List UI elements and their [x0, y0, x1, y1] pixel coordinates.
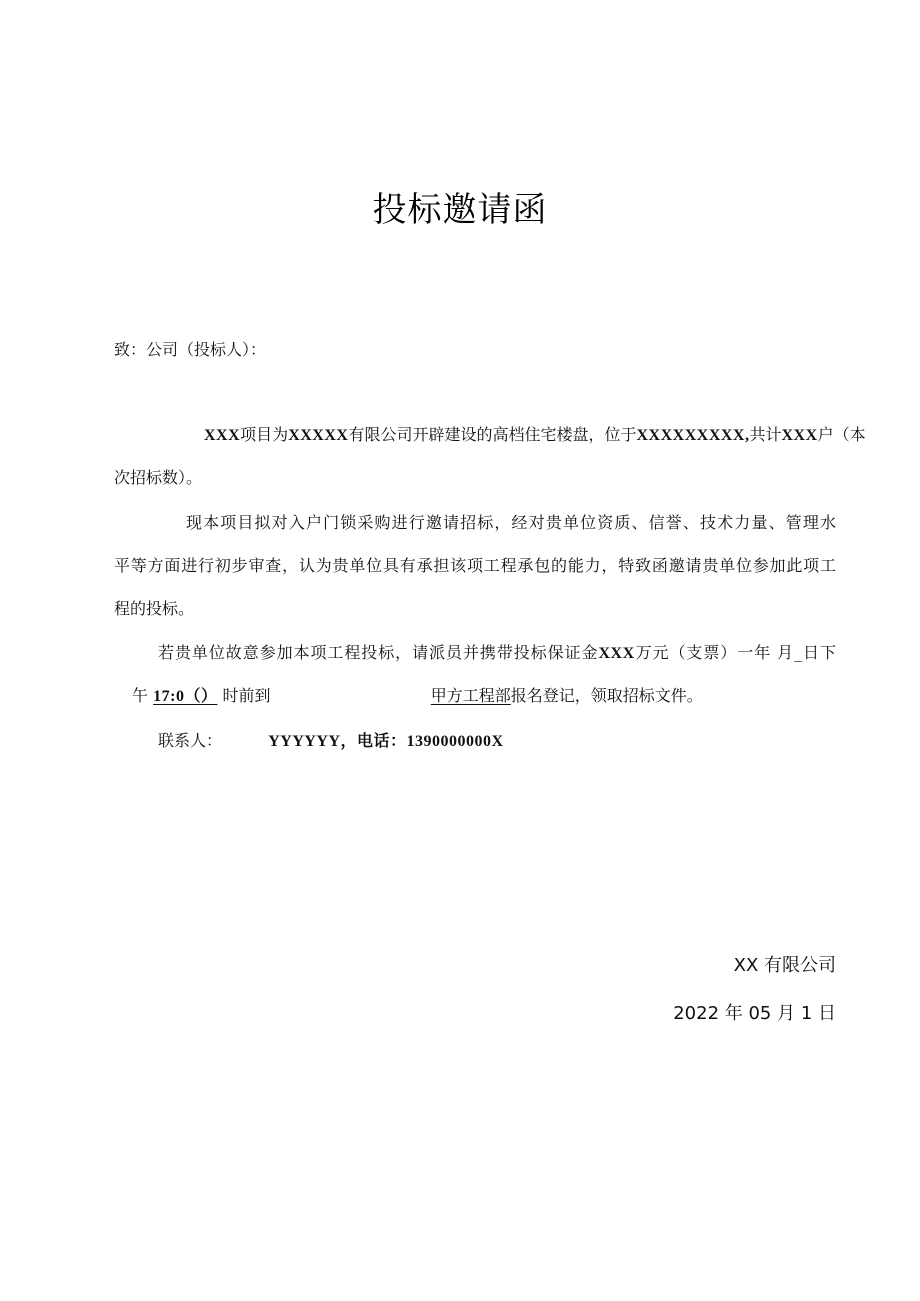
- contact-line: [158, 731, 504, 752]
- para3-text: 报名登记，领取招标文件。: [510, 686, 703, 705]
- addressee: 致：公司（投标人）：: [114, 340, 267, 359]
- para2-line1: 现本项目拟对入户门锁采购进行邀请招标，经对贵单位资质、信誉、技术力量、管理水: [186, 513, 836, 532]
- para1-text: 项目为: [240, 425, 289, 444]
- para3-line2: [132, 686, 703, 707]
- project-location: XXXXXXXXX,: [636, 427, 750, 444]
- para1-text: 户（本: [817, 425, 866, 444]
- para3-text: 午: [132, 686, 149, 705]
- para3-text: 时前到: [222, 686, 271, 705]
- para3-text: 万元（支票）一年 月_日下: [634, 643, 836, 662]
- para2-line2: 平等方面进行初步审查，认为贵单位具有承担该项工程承包的能力，特致函邀请贵单位参加此项工: [114, 556, 836, 575]
- contact-label: 联系人：: [158, 731, 223, 750]
- deadline-time: 17:0（）: [153, 688, 218, 705]
- project-name: XXX: [204, 427, 241, 444]
- signature-date: 2022 年 05 月 1 日: [673, 1003, 836, 1024]
- para2-line3: 程的投标。: [114, 599, 195, 618]
- para1-line2: 次招标数）。: [114, 468, 203, 487]
- household-count: XXX: [781, 427, 818, 444]
- developer-name: XXXXX: [288, 427, 349, 444]
- para3-text: 若贵单位故意参加本项工程投标，请派员并携带投标保证金: [158, 643, 599, 662]
- para1-text: 共计: [749, 425, 782, 444]
- para1-line1: [204, 425, 866, 446]
- bid-bond-amount: XXX: [598, 645, 635, 662]
- para3-line1: [158, 643, 836, 664]
- para1-text: 有限公司开辟建设的高档住宅楼盘，位于: [348, 425, 637, 444]
- contact-value: YYYYYY，电话：1390000000X: [268, 733, 504, 750]
- signature-company: XX 有限公司: [733, 955, 836, 976]
- registration-location: 甲方工程部: [430, 686, 511, 705]
- page-title: 投标邀请函: [372, 190, 548, 230]
